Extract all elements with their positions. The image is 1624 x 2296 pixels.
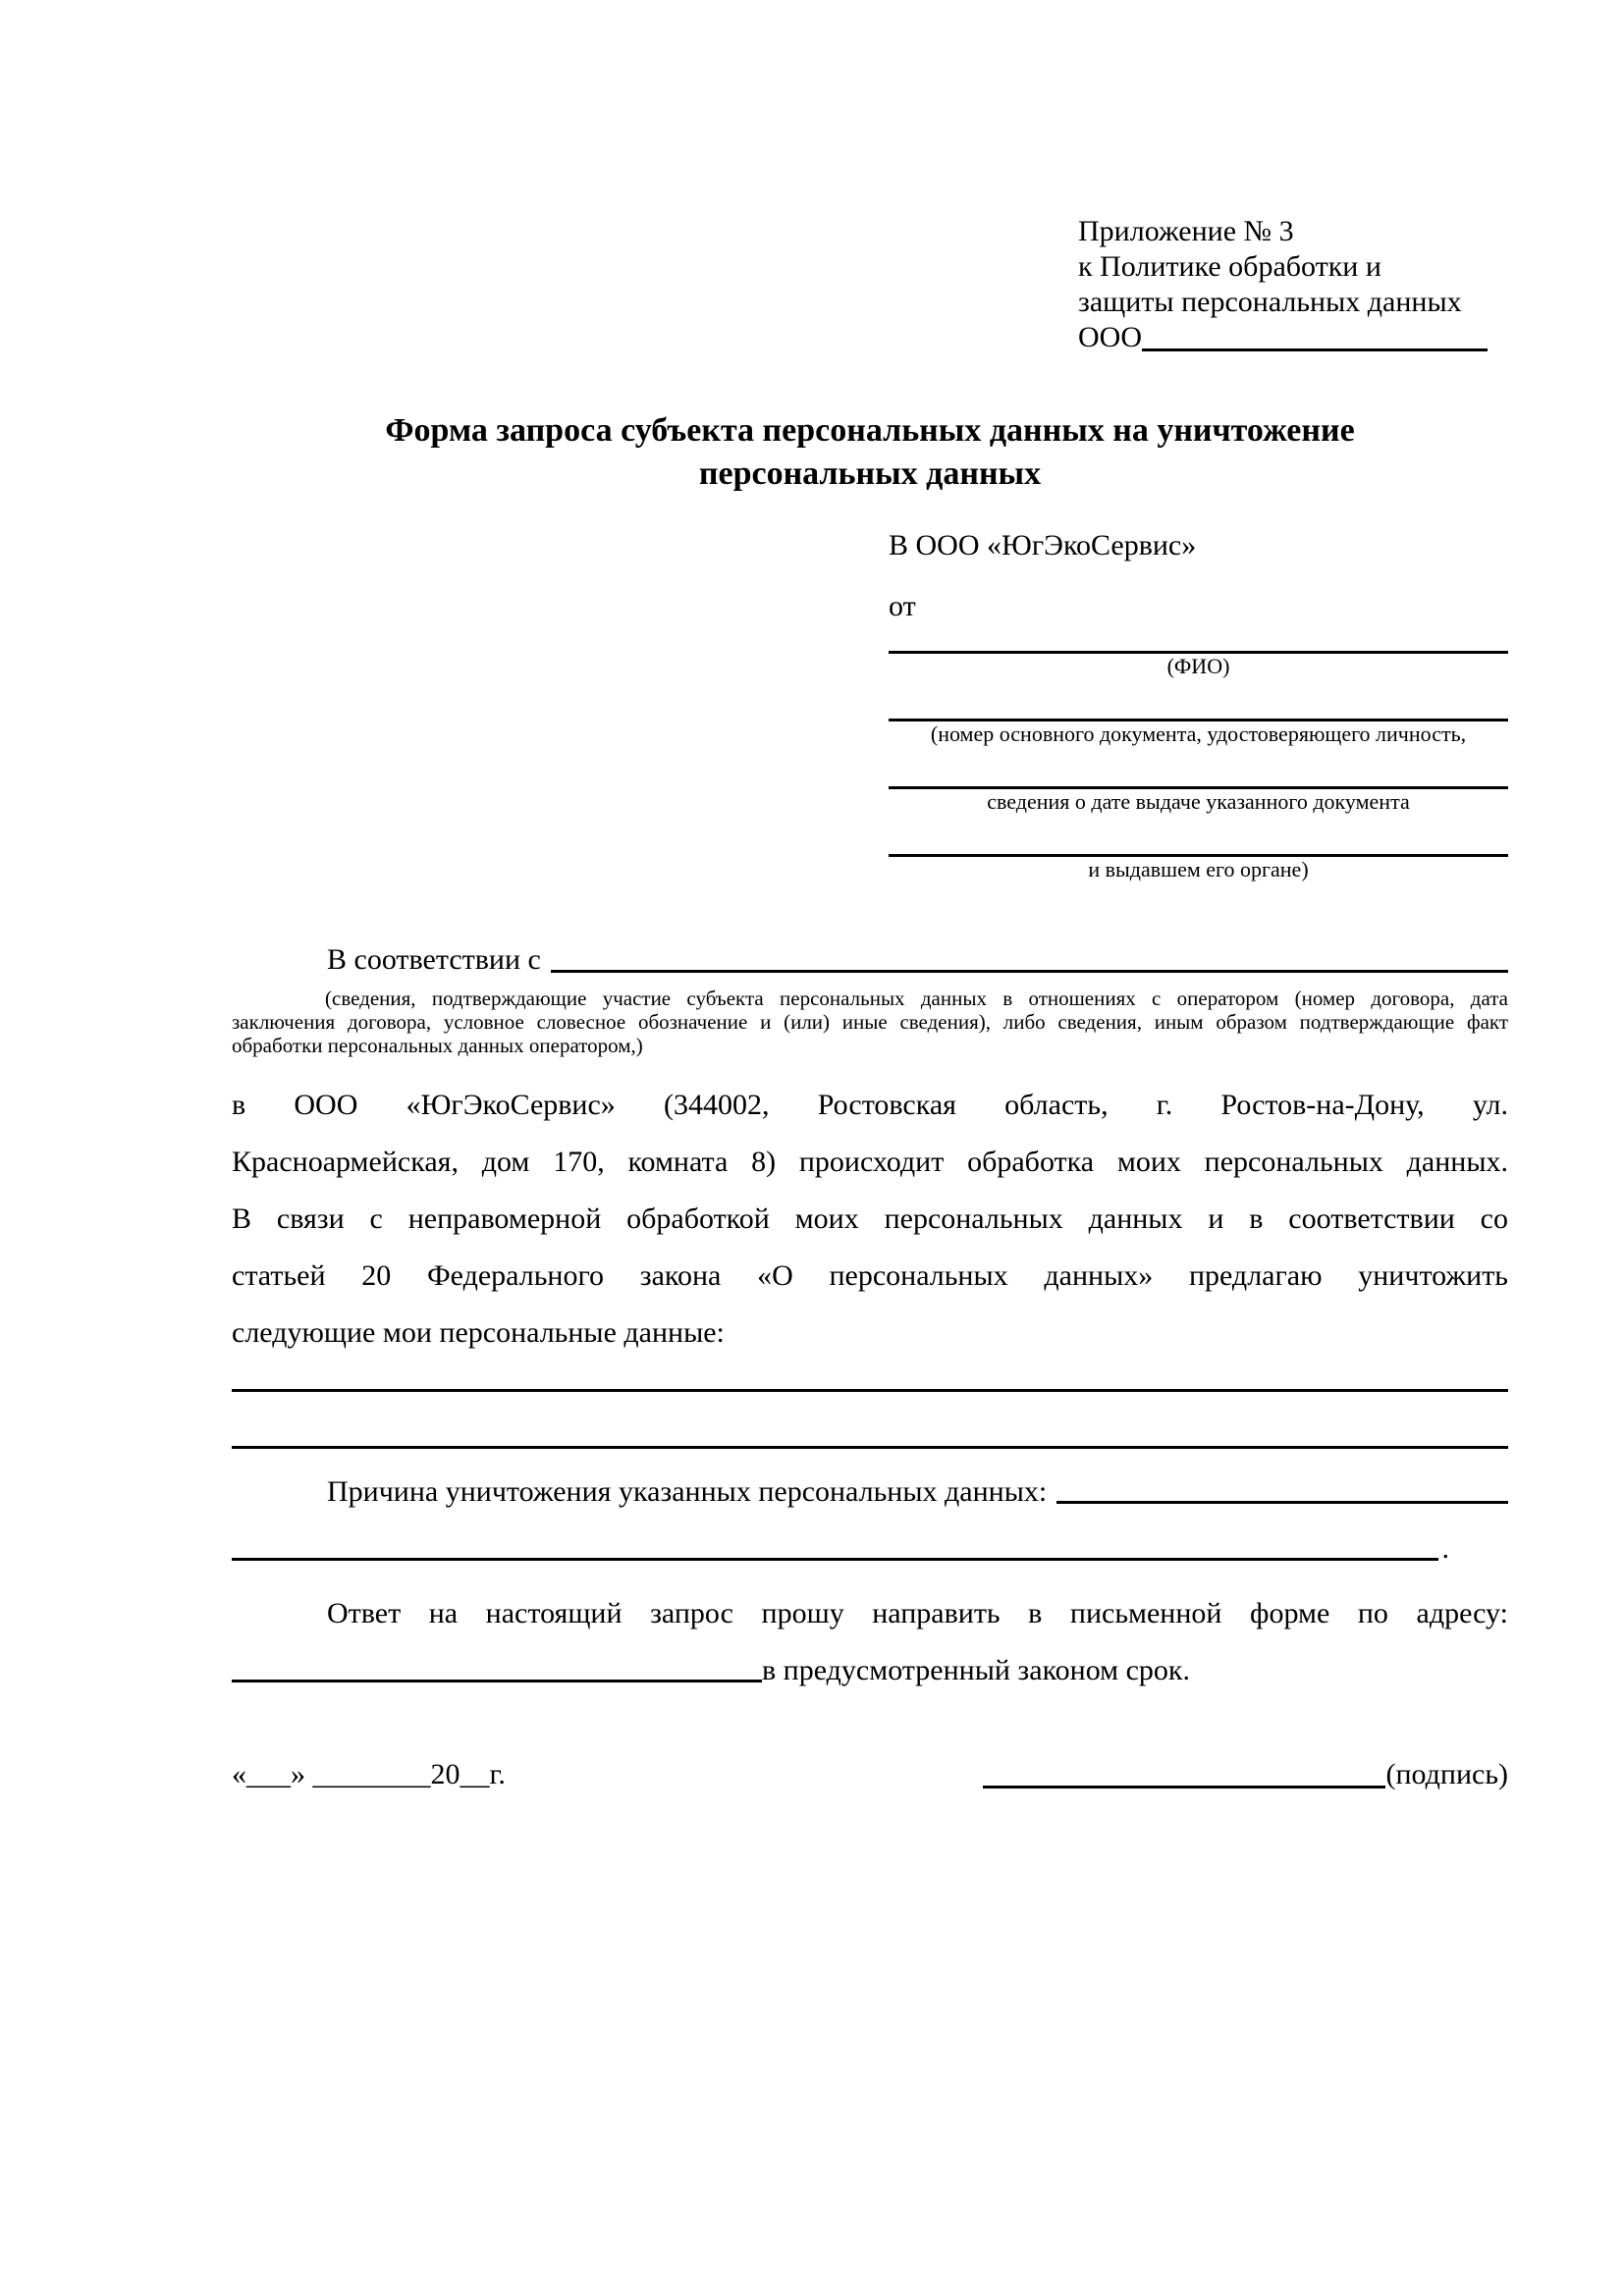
fine-print-line-2: заключения договора, условное словесное обозначение и (или) иные сведения), либо сведения, иным образом подтверждающие факт [232, 1010, 1508, 1034]
appendix-block [1078, 214, 1508, 355]
form-title-line-2: персональных данных [698, 455, 1042, 492]
appendix-line-2: к Политике обработки и [1078, 250, 1381, 283]
data-blank-line-1 [232, 1362, 1508, 1392]
form-title-line-1: Форма запроса субъекта персональных данных на уничтожение [385, 412, 1355, 449]
signature-label: (подпись) [1385, 1758, 1508, 1790]
signature-group [983, 1757, 1508, 1792]
accordance-lead: В соответствии с [327, 943, 541, 976]
date-blank: «___» ________20__г. [232, 1758, 506, 1790]
paragraph-line-2: Красноармейская, дом 170, комната 8) происходит обработка моих персональных данных. [232, 1146, 1508, 1178]
paragraph-line-4: статьей 20 Федерального закона «О персональных данных» предлагаю уничтожить [232, 1259, 1508, 1292]
paragraph-line-3: В связи с неправомерной обработкой моих персональных данных и в соответствии со [232, 1202, 1508, 1235]
addressee-org: В ООО «ЮгЭкоСервис» [889, 529, 1197, 561]
doc-number-label: (номер основного документа, удостоверяющего личность, [930, 721, 1467, 746]
form-title [232, 409, 1508, 496]
response-row: Ответ на настоящий запрос прошу направить в письменной форме по адресу: [327, 1597, 1508, 1629]
appendix-line-1: Приложение № 3 [1078, 215, 1294, 247]
paragraph-line-5: следующие мои персональные данные: [232, 1316, 725, 1349]
accordance-row [232, 941, 1508, 979]
addressee-from: от [889, 590, 916, 622]
fine-print [232, 987, 1508, 1057]
doc-date-label: сведения о дате выдаче указанного документа [987, 789, 1410, 814]
response-tail: в предусмотренный законом срок. [762, 1654, 1190, 1686]
reason-continuation-blank [232, 1531, 1438, 1561]
footer-row [232, 1757, 1508, 1792]
addressee-block [889, 528, 1508, 882]
appendix-line-3: защиты персональных данных [1078, 286, 1462, 318]
document-content [232, 214, 1508, 1792]
address-blank-line [232, 1653, 762, 1682]
org-name-blank [1142, 345, 1488, 351]
data-blank-line-2 [232, 1392, 1508, 1449]
reason-row [232, 1474, 1508, 1510]
reason-continuation-row [232, 1531, 1508, 1567]
period: . [1441, 1532, 1449, 1565]
accordance-blank-line [551, 941, 1508, 973]
fine-print-line-3: обработки персональных данных оператором,) [232, 1034, 643, 1057]
fine-print-line-1: (сведения, подтверждающие участие субъекта персональных данных в отношениях с оператором (номер договора, дата [325, 987, 1508, 1010]
response-address-row [232, 1653, 1508, 1688]
paragraph-line-1: в ООО «ЮгЭкоСервис» (344002, Ростовская область, г. Ростов-на-Дону, ул. [232, 1089, 1508, 1121]
signature-blank-line [983, 1782, 1385, 1789]
reason-blank-line [1056, 1474, 1508, 1504]
reason-label: Причина уничтожения указанных персональных данных: [327, 1475, 1048, 1508]
fio-label: (ФИО) [1166, 654, 1230, 678]
appendix-org-line [1078, 320, 1508, 355]
main-paragraph [232, 1077, 1508, 1362]
doc-issuer-label: и выдавшем его органе) [1088, 857, 1309, 881]
org-prefix: ООО [1078, 321, 1142, 353]
